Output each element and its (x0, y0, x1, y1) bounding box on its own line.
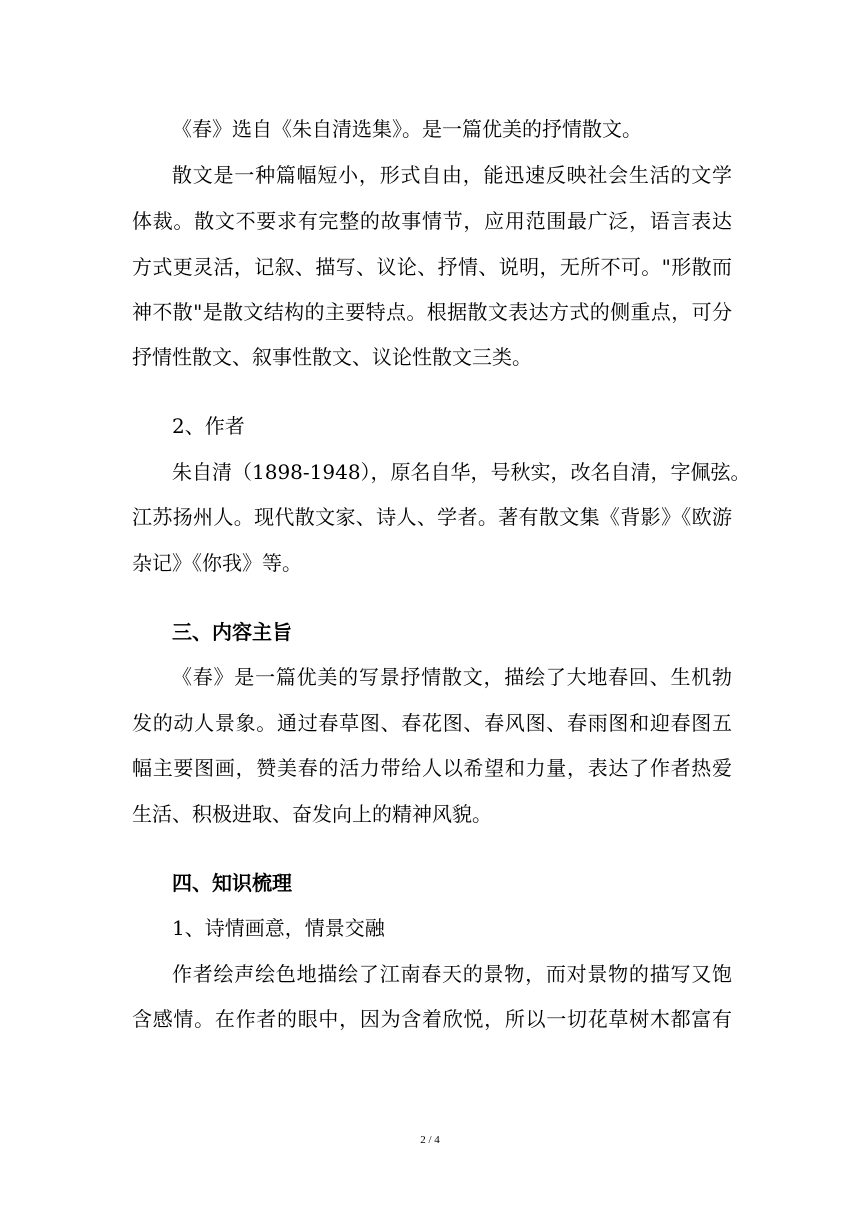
prose-line-2: 体裁。散文不要求有完整的故事情节，应用范围最广泛，语言表达 (132, 209, 732, 233)
author-section-title: 2、作者 (172, 414, 245, 438)
knowledge-subtitle: 1、诗情画意，情景交融 (172, 916, 385, 940)
author-line-3: 杂记》《你我》等。 (132, 551, 302, 575)
intro-line-1: 《春》选自《朱自清选集》。是一篇优美的抒情散文。 (172, 117, 642, 141)
theme-line-4: 生活、积极进取、奋发向上的精神风貌。 (132, 802, 492, 826)
author-line-1: 朱自清（1898-1948），原名自华，号秋实，改名自清，字佩弦。 (172, 460, 751, 484)
prose-line-5: 抒情性散文、叙事性散文、议论性散文三类。 (132, 345, 532, 369)
knowledge-section-heading: 四、知识梳理 (172, 871, 292, 895)
knowledge-line-2: 含感情。在作者的眼中，因为含着欣悦，所以一切花草树木都富有 (132, 1007, 732, 1031)
prose-line-1: 散文是一种篇幅短小，形式自由，能迅速反映社会生活的文学 (172, 163, 732, 187)
theme-line-2: 发的动人景象。通过春草图、春花图、春风图、春雨图和迎春图五 (132, 711, 732, 735)
theme-line-1: 《春》是一篇优美的写景抒情散文，描绘了大地春回、生机勃 (172, 665, 732, 689)
page-number: 2 / 4 (420, 1134, 440, 1146)
theme-section-heading: 三、内容主旨 (172, 620, 292, 644)
author-line-2: 江苏扬州人。现代散文家、诗人、学者。著有散文集《背影》《欧游 (132, 505, 732, 529)
prose-line-4: 神不散"是散文结构的主要特点。根据散文表达方式的侧重点，可分 (132, 300, 732, 324)
prose-line-3: 方式更灵活，记叙、描写、议论、抒情、说明，无所不可。"形散而 (132, 255, 732, 279)
theme-line-3: 幅主要图画，赞美春的活力带给人以希望和力量，表达了作者热爱 (132, 756, 732, 780)
knowledge-line-1: 作者绘声绘色地描绘了江南春天的景物，而对景物的描写又饱 (172, 962, 732, 986)
